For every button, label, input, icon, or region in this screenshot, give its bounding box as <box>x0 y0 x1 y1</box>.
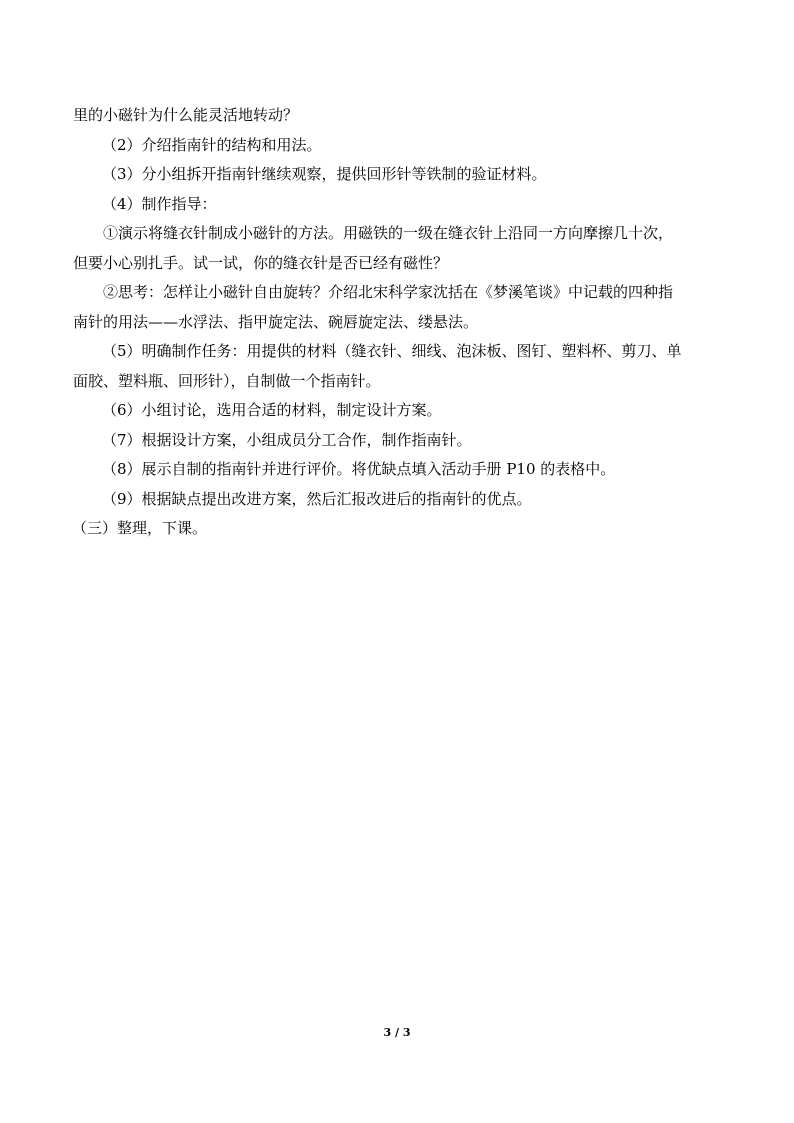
document-body <box>73 101 723 544</box>
substep-1-line: ①演示将缝衣针制成小磁针的方法。用磁铁的一级在缝衣针上沿同一方向摩擦几十次， <box>103 224 674 242</box>
text-line-continuation: 里的小磁针为什么能灵活地转动？ <box>73 106 299 124</box>
step-8-line: （8）展示自制的指南针并进行评价。将优缺点填入活动手册 P10 的表格中。 <box>102 460 616 478</box>
step-2-line: （2）介绍指南针的结构和用法。 <box>102 135 322 154</box>
step-6-line: （6）小组讨论，选用合适的材料，制定设计方案。 <box>102 401 442 419</box>
substep-2-line: ②思考：怎样让小磁针自由旋转？介绍北宋科学家沈括在《梦溪笔谈》中记载的四种指 <box>103 283 674 301</box>
step-4-line: （4）制作指导： <box>102 194 217 213</box>
step-3-line: （3）分小组拆开指南针继续观察，提供回形针等铁制的验证材料。 <box>102 165 547 183</box>
page-number: 3 / 3 <box>383 1026 411 1039</box>
substep-1-continuation: 但要小心别扎手。试一试，你的缝衣针是否已经有磁性？ <box>73 253 449 272</box>
step-9-line: （9）根据缺点提出改进方案，然后汇报改进后的指南针的优点。 <box>102 489 532 508</box>
substep-2-continuation: 南针的用法——水浮法、指甲旋定法、碗唇旋定法、缕悬法。 <box>73 312 479 331</box>
step-5-continuation: 面胶、塑料瓶、回形针），自制做一个指南针。 <box>73 371 381 390</box>
step-5-line: （5）明确制作任务：用提供的材料（缝衣针、细线、泡沫板、图钉、塑料杯、剪刀、单 <box>102 342 682 360</box>
step-7-line: （7）根据设计方案，小组成员分工合作，制作指南针。 <box>102 430 472 449</box>
section-3-heading: （三）整理，下课。 <box>72 519 208 537</box>
